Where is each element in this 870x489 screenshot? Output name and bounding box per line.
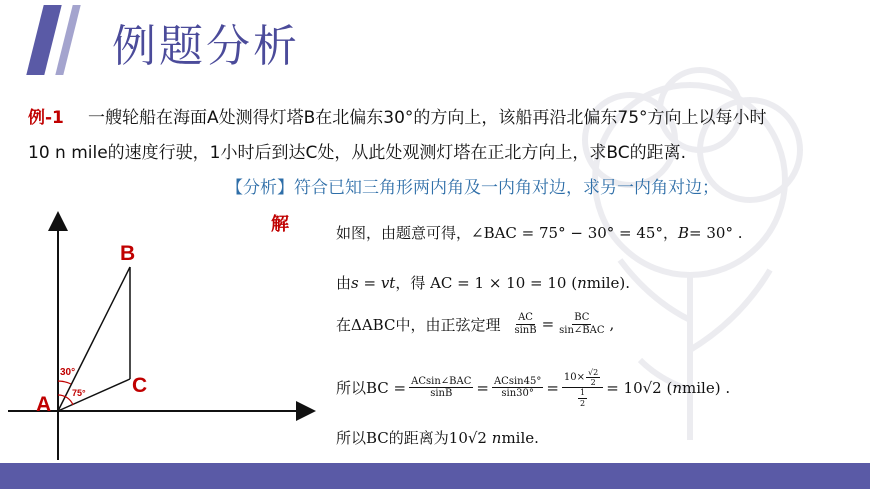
step5-prefix: 所以BC的距离为 [336,429,449,447]
solution-step-2 [336,272,630,293]
step2-end: mile). [586,273,631,292]
point-a-label: A [36,393,52,416]
fraction-numerator: 1 [580,388,586,398]
step4-unit: n [672,378,683,397]
analysis-text: 【分析】符合已知三角形两内角及一内角对边，求另一内角对边； [226,178,719,198]
fraction-one-half [578,388,587,407]
step1-suffix: = 30° . [689,223,743,242]
angle-75-label: 75° [72,388,86,398]
triangle-diagram [0,205,330,463]
fraction-acsin45-over-sin30 [492,376,543,400]
fraction-compound [562,368,603,408]
step2-mid: ，得 AC = 1 × 10 = 10 ( [395,274,578,292]
angle-30-label: 30° [60,367,76,378]
fraction-denominator: 2 [590,378,596,388]
equals-sign: = [541,315,555,333]
fraction-denominator: 2 [580,398,586,408]
step5-unit: n [491,428,502,447]
step3-end: , [609,315,615,333]
fraction-numerator: AC [518,312,533,323]
step1-b-symbol: B [677,223,690,242]
fraction-denominator: sin30° [501,388,534,400]
step5-value: 10√2 [448,428,487,447]
step4-result: = 10√2 ( [606,378,673,397]
fraction-bc-over-sinbac [557,312,606,336]
fraction-numerator: ACsin∠BAC [411,375,472,387]
fraction-numerator [562,368,603,388]
solution-step-3 [336,312,614,336]
fraction-numerator: ACsin45° [493,375,542,387]
title-accent-bar [26,5,61,75]
equals-sign: = [476,378,489,397]
step2-unit: n [577,273,587,292]
solution-step-1 [336,222,742,243]
step4-prefix: 所以BC = [336,379,407,398]
step5-end: mile. [501,428,539,447]
fraction-denominator: sinB [430,388,453,400]
point-c-label: C [132,374,148,397]
step2-formula: s = vt [351,273,396,292]
angle-75-arc [58,395,73,405]
page-title: 例题分析 [112,21,300,72]
fraction-denominator [573,388,592,407]
fraction-denominator: sin∠BAC [559,324,605,336]
fraction-acsinbac-over-sinb [409,376,473,400]
fraction-numerator: √2 [588,368,599,377]
step1-prefix: 如图，由题意可得，∠BAC = 75° − 30° = 45°， [336,224,678,242]
question-line-2: 10 n mile的速度行驶，1小时后到达C处，从此处观测灯塔在正北方向上，求BC的距离. [28,143,687,163]
footer-bar [0,463,870,489]
equals-sign: = [546,378,559,397]
fraction-ac-over-sinb [512,312,538,336]
solution-step-5 [336,427,539,448]
point-b-label: B [120,242,136,265]
step4-end: mile) . [682,378,731,397]
solution-label: 解 [271,214,289,235]
numerator-coefficient: 10× [563,371,586,383]
step3-prefix: 在ΔABC中，由正弦定理 [336,315,501,334]
question-line-1: 一艘轮船在海面A处测得灯塔B在北偏东30°的方向上，该船再沿北偏东75°方向上以每小时 [88,108,767,128]
fraction-numerator: BC [574,312,590,323]
segment-ab [58,267,130,411]
angle-30-arc [58,381,71,384]
question-label: 例-1 [28,108,64,128]
segment-ac [58,379,130,411]
fraction-sqrt2-over-2 [586,368,600,387]
step2-prefix: 由 [336,274,352,292]
fraction-denominator: sinB [514,324,537,336]
solution-step-4 [336,368,730,408]
